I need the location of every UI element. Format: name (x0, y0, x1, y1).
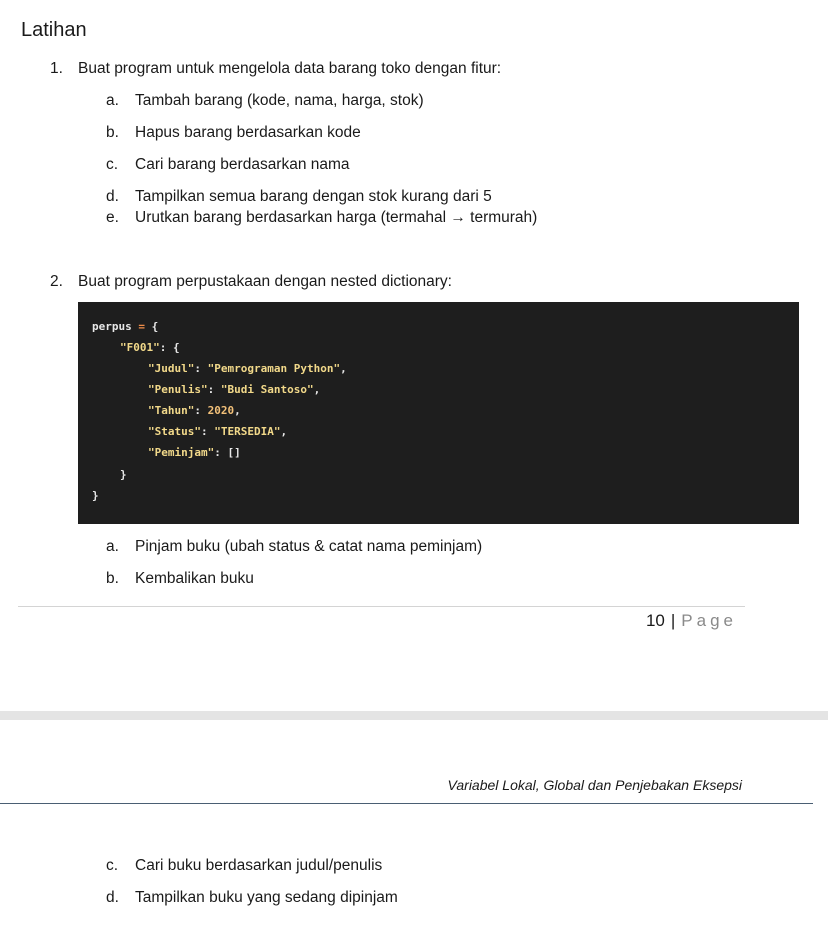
code-value: "TERSEDIA" (214, 425, 281, 438)
code-variable: perpus (92, 320, 132, 333)
code-line-5: "Tahun": 2020, (148, 404, 241, 417)
footer-divider (18, 606, 745, 607)
list-item-letter: b. (106, 124, 119, 141)
list-item: Cari buku berdasarkan judul/penulis (135, 857, 383, 874)
list-item-letter: a. (106, 92, 119, 109)
page-number (646, 611, 737, 631)
code-line-3: "Judul": "Pemrograman Python", (148, 362, 347, 375)
list-item-letter: d. (106, 889, 119, 906)
code-line-4: "Penulis": "Budi Santoso", (148, 383, 321, 396)
list-item-letter: c. (106, 156, 119, 173)
code-punct: , (234, 404, 241, 417)
list-item: Pinjam buku (ubah status & catat nama peminjam) (135, 538, 483, 555)
code-key: "F001" (120, 341, 160, 354)
code-key: "Tahun" (148, 404, 195, 417)
question-2-text: Buat program perpustakaan dengan nested dictionary: (78, 273, 452, 290)
page-break (0, 711, 828, 720)
list-item: Kembalikan buku (135, 570, 254, 587)
list-item: Cari barang berdasarkan nama (135, 156, 350, 173)
list-item-letter: c. (106, 857, 119, 874)
code-key: "Judul" (148, 362, 195, 375)
running-header: Variabel Lokal, Global dan Penjebakan Eksepsi (447, 777, 742, 793)
code-brace: { (173, 341, 180, 354)
list-item-letter: e. (106, 209, 119, 226)
code-punct: , (280, 425, 288, 438)
code-line-7: "Peminjam": [] (148, 446, 241, 459)
code-punct: , (313, 383, 321, 396)
list-item: Tampilkan semua barang dengan stok kurang dari 5 (135, 188, 492, 205)
code-close-outer: } (92, 489, 99, 502)
list-item-letter: a. (106, 538, 119, 555)
code-close-inner: } (120, 468, 127, 481)
code-brace: { (151, 320, 159, 333)
code-punct: , (340, 362, 347, 375)
list-item: Urutkan barang berdasarkan harga (termahal → termurah) (135, 209, 538, 226)
page-number-value: 10 (645, 611, 665, 630)
page-separator: | (670, 611, 676, 630)
list-item-letter: d. (106, 188, 119, 205)
list-item: Tampilkan buku yang sedang dipinjam (135, 889, 398, 906)
code-key: "Peminjam" (148, 446, 215, 459)
code-line-6: "Status": "TERSEDIA", (148, 425, 288, 438)
code-line-1 (92, 320, 158, 333)
page-title: Latihan (21, 19, 87, 41)
code-operator: = (138, 320, 145, 333)
list-item: Hapus barang berdasarkan kode (135, 124, 361, 141)
list-item: Tambah barang (kode, nama, harga, stok) (135, 92, 424, 109)
code-block (78, 302, 799, 524)
code-value: "Pemrograman Python" (207, 362, 341, 375)
question-1-text: Buat program untuk mengelola data barang toko dengan fitur: (78, 60, 502, 77)
code-key: "Penulis" (148, 383, 208, 396)
list-item-letter: b. (106, 570, 119, 587)
question-2-number: 2. (50, 273, 63, 290)
code-key: "Status" (148, 425, 201, 438)
code-value: 2020 (207, 404, 235, 417)
header-divider (0, 803, 813, 804)
code-line-2: "F001": { (120, 341, 180, 354)
code-value: "Budi Santoso" (220, 383, 314, 396)
code-value: [] (227, 446, 241, 459)
page-word: Page (681, 611, 737, 630)
question-1-number: 1. (50, 60, 63, 77)
